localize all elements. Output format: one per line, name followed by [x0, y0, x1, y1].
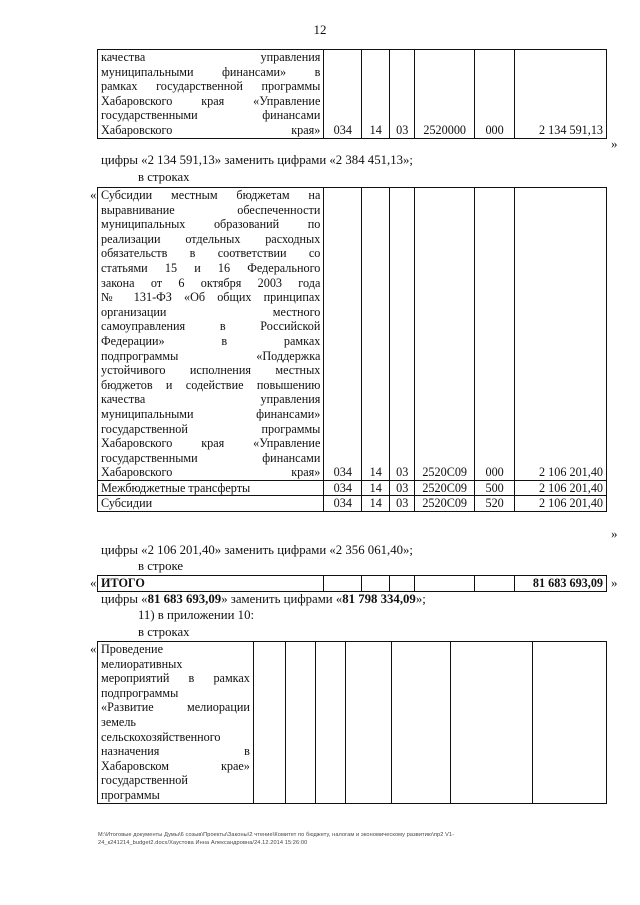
empty-cell	[315, 642, 345, 804]
description-line: выравнивание обеспеченности	[101, 202, 321, 217]
instruction-line: в строках	[138, 625, 190, 639]
description-line: Проведение	[101, 642, 163, 656]
description-line: самоуправления в Российской	[101, 319, 321, 334]
table-row	[98, 496, 607, 512]
description-line: «Развитие мелиорации	[101, 700, 250, 715]
instruction-line: цифры «2 134 591,13» заменить цифрами «2 384 451,13»;	[101, 153, 413, 167]
instruction-line: 11) в приложении 10:	[138, 608, 255, 622]
cell-ministry: 034	[324, 496, 362, 512]
description-line: подпрограммы	[101, 685, 179, 700]
description-line: земель	[101, 714, 136, 729]
total-table	[97, 575, 607, 592]
empty-cell	[451, 642, 533, 804]
empty-cell	[391, 642, 451, 804]
text-part: цифры «	[101, 592, 148, 606]
description-line: государственными финансами	[101, 108, 321, 123]
budget-table-2	[97, 187, 607, 512]
old-total: 81 683 693,09	[147, 592, 222, 606]
cell-subsection: 03	[390, 496, 415, 512]
description-line: № 131-ФЗ «Об общих принципах	[101, 290, 321, 305]
description-line: муниципальных образований по	[101, 217, 321, 232]
empty-cell	[390, 576, 415, 592]
description-line: Хабаровского края «Управление	[101, 436, 321, 451]
description-line: Хабаровского края «Управление	[101, 93, 321, 108]
empty-cell	[345, 642, 391, 804]
description-line: муниципальными финансами»	[101, 406, 321, 421]
budget-table-3	[97, 641, 607, 804]
cell-expense-type: 500	[475, 480, 515, 496]
description-line: организации местного	[101, 304, 321, 319]
cell-target-article: 2520С09	[415, 496, 475, 512]
row-description	[98, 642, 254, 804]
cell-section: 14	[362, 188, 390, 481]
close-quote: »	[611, 575, 618, 590]
description-line: Субсидии местным бюджетам на	[101, 188, 321, 202]
description-line: статьями 15 и 16 Федерального	[101, 260, 321, 275]
description-line: мероприятий в рамках	[101, 671, 250, 686]
description-line: муниципальными финансами» в	[101, 64, 321, 79]
cell-subsection: 03	[390, 188, 415, 481]
cell-target-article: 2520С09	[415, 188, 475, 481]
instruction-line: в строке	[138, 559, 184, 573]
description-line: государственной программы	[101, 421, 321, 436]
instruction-line	[101, 592, 426, 607]
description-line: подпрограммы «Поддержка	[101, 348, 321, 363]
empty-cell	[362, 576, 390, 592]
description-line: Хабаровского края»	[101, 465, 321, 480]
footer-line: 24_к241214_budget2.docx/Хаустова Инна Александровна/24.12.2014 15:26:00	[98, 840, 308, 846]
description-line: мелиоративных	[101, 656, 183, 671]
row-label: Межбюджетные трансферты	[98, 480, 324, 496]
row-description	[98, 188, 324, 481]
footer-line: M:\Итоговые документы Думы\6 созыв\Проекты\Законы\2 чтение\Комитет по бюджету, налогам и экономическому развитию\пр2 V1-	[98, 832, 455, 838]
table-row	[98, 480, 607, 496]
empty-cell	[415, 576, 475, 592]
table-row	[98, 50, 607, 139]
cell-section: 14	[362, 496, 390, 512]
close-quote: »	[611, 136, 618, 151]
description-line: государственными финансами	[101, 450, 321, 465]
empty-cell	[285, 642, 315, 804]
cell-subsection: 03	[390, 480, 415, 496]
instruction-line: цифры «2 106 201,40» заменить цифрами «2 356 061,40»;	[101, 543, 413, 557]
empty-cell	[533, 642, 607, 804]
cell-amount: 2 106 201,40	[515, 496, 607, 512]
cell-section: 14	[362, 480, 390, 496]
description-line: рамках государственной программы	[101, 79, 321, 94]
close-quote: »	[611, 526, 618, 541]
new-total: 81 798 334,09	[342, 592, 416, 606]
cell-expense-type: 000	[475, 50, 515, 139]
cell-amount: 2 106 201,40	[515, 480, 607, 496]
description-line: закона от 6 октября 2003 года	[101, 275, 321, 290]
total-label: ИТОГО	[98, 576, 324, 592]
row-description	[98, 50, 324, 139]
description-line: устойчивого исполнения местных	[101, 363, 321, 378]
table-row	[98, 576, 607, 592]
cell-amount: 2 134 591,13	[515, 50, 607, 139]
description-line: качества управления	[101, 50, 321, 64]
cell-expense-type: 520	[475, 496, 515, 512]
page-number: 12	[313, 22, 327, 37]
description-line: бюджетов и содействие повышению	[101, 377, 321, 392]
cell-section: 14	[362, 50, 390, 139]
empty-cell	[324, 576, 362, 592]
description-line: государственной	[101, 773, 188, 788]
total-amount: 81 683 693,09	[515, 576, 607, 592]
budget-table-1	[97, 49, 607, 139]
cell-target-article: 2520С09	[415, 480, 475, 496]
cell-target-article: 2520000	[415, 50, 475, 139]
description-line: программы	[101, 787, 160, 802]
cell-subsection: 03	[390, 50, 415, 139]
empty-cell	[475, 576, 515, 592]
cell-ministry: 034	[324, 188, 362, 481]
table-row	[98, 188, 607, 481]
open-quote: «	[90, 575, 97, 590]
row-label: Субсидии	[98, 496, 324, 512]
cell-amount: 2 106 201,40	[515, 188, 607, 481]
description-line: реализации отдельных расходных	[101, 231, 321, 246]
description-line: качества управления	[101, 392, 321, 407]
instruction-line: в строках	[138, 170, 190, 184]
cell-ministry: 034	[324, 50, 362, 139]
description-line: обязательств в соответствии со	[101, 246, 321, 261]
text-part: » заменить цифрами «	[221, 592, 343, 606]
open-quote: «	[90, 187, 97, 202]
description-line: Хабаровского края»	[101, 122, 321, 137]
file-path-footer	[98, 831, 618, 847]
table-row	[98, 642, 607, 804]
description-line: сельскохозяйственного	[101, 729, 221, 744]
description-line: Хабаровском крае»	[101, 758, 250, 773]
open-quote: «	[90, 641, 97, 656]
description-line: Федерации» в рамках	[101, 333, 321, 348]
empty-cell	[253, 642, 285, 804]
text-part: »;	[415, 592, 426, 606]
cell-ministry: 034	[324, 480, 362, 496]
description-line: назначения в	[101, 744, 250, 759]
cell-expense-type: 000	[475, 188, 515, 481]
